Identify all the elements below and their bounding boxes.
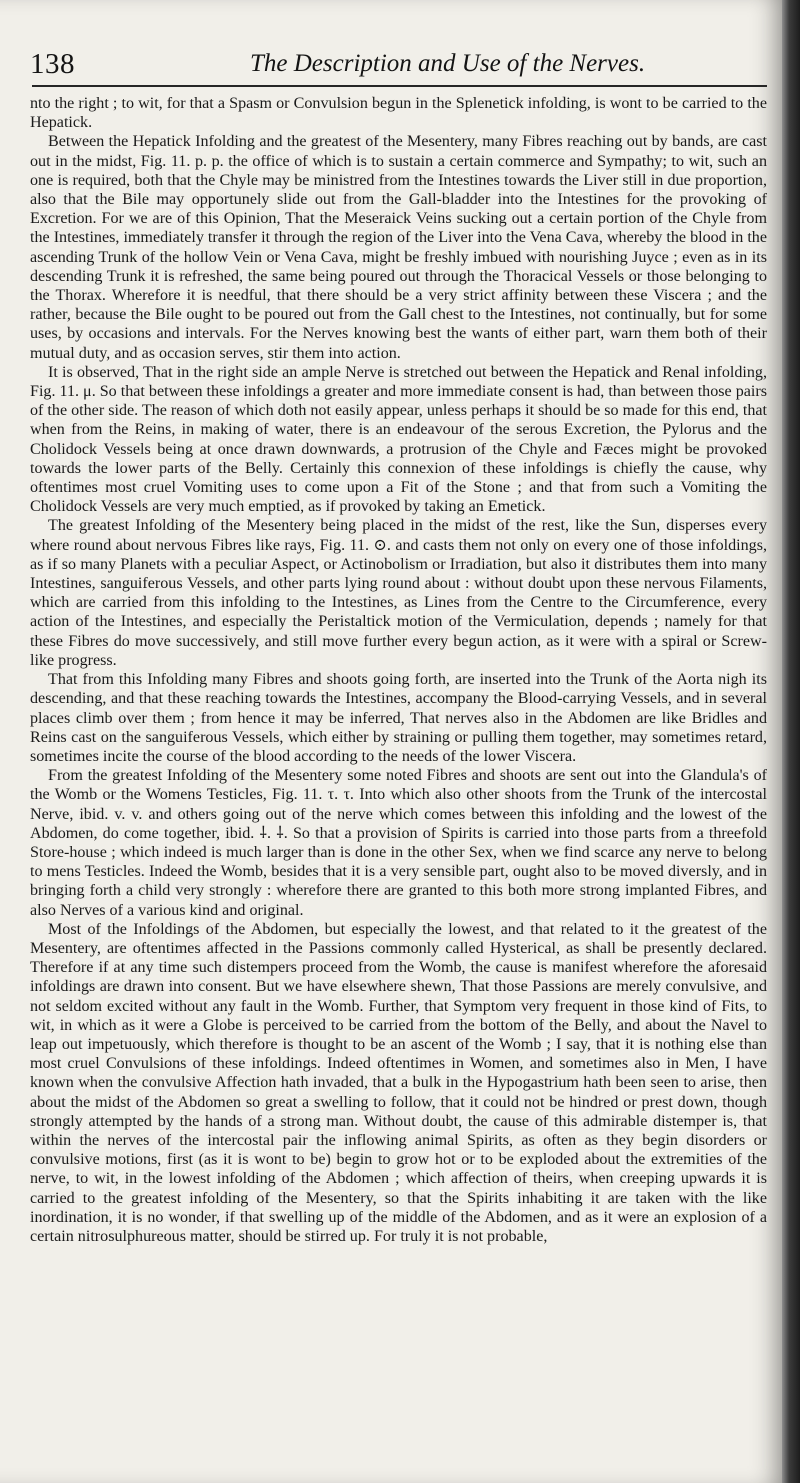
page-edge	[782, 0, 800, 1483]
paragraph: Between the Hepatick Infolding and the greatest of the Mesentery, many Fibres reaching out by bands, are cast out in the midst, Fig. 11. p. p. the office of which is to sustain a certain commerce and Sympathy; to wit, such an one is required, both that the Chyle may be ministred from the Intestines towards the Liver still in due proportion, also that the Bile may opportunely slide out from the Gall-bladder into the Intestines for the provoking of Excretion. For we are of this Opinion, That the Meseraick Veins sucking out a certain portion of the Chyle from the Intestines, immediately transfer it through the region of the Liver into the Vena Cava, whereby the blood in the ascending Trunk of the hollow Vein or Vena Cava, might be freshly imbued with nourishing Juyce ; even as in its descending Trunk it is refreshed, the same being poured out through the Thoracical Vessels or those belonging to the Thorax. Wherefore it is needful, that there should be a very strict affinity between these Viscera ; and the rather, because the Bile ought to be poured out from the Gall chest to the Intestines, not continually, but for some uses, by occasions and intervals. For the Nerves knowing best the wants of either part, warn them both of their mutual duty, and as occasion serves, stir them into action.	[30, 133, 767, 362]
paragraph: It is observed, That in the right side an ample Nerve is stretched out between the Hepatick and Renal infolding, Fig. 11. μ. So that between these infoldings a greater and more immediate consent is had, than between those pairs of the other side. The reason of which doth not easily appear, unless perhaps it should be so made for this end, that when from the Reins, in making of water, there is an endeavour of the serous Excretion, the Pylorus and the Cholidock Vessels being at once drawn downwards, a protrusion of the Chyle and Fæces might be provoked towards the lower parts of the Belly. Certainly this connexion of these infoldings is chiefly the cause, why oftentimes most cruel Vomiting uses to come upon a Fit of the Stone ; and that from such a Vomiting the Cholidock Vessels are very much emptied, as if provoked by taking an Emetick.	[30, 363, 767, 516]
paragraph: From the greatest Infolding of the Mesentery some noted Fibres and shoots are sent out into the Glandula's of the Womb or the Womens Testicles, Fig. 11. τ. τ. Into which also other shoots from the Trunk of the intercostal Nerve, ibid. v. v. and others going out of the nerve which comes between this infolding and the lowest of the Abdomen, do come together, ibid. ⸸. ⸸. So that a provision of Spirits is carried into those parts from a threefold Store-house ; which indeed is much larger than is done in the other Sex, when we find scarce any nerve to belong to mens Testicles. Indeed the Womb, besides that it is a very sensible part, ought also to be moved diversly, and in bringing forth a child very strongly : wherefore there are granted to this both more strong implanted Fibres, and also Nerves of a various kind and original.	[30, 767, 767, 919]
page-number: 138	[30, 48, 75, 80]
page-header	[30, 46, 765, 86]
paragraph: Most of the Infoldings of the Abdomen, but especially the lowest, and that related to it the greatest of the Mesentery, are oftentimes affected in the Passions commonly called Hysterical, as shall be presently declared. Therefore if at any time such distempers proceed from the Womb, the cause is manifest wherefore the aforesaid infoldings are drawn into consent. But we have elsewhere shewn, That those Passions are merely convulsive, and not seldom excited without any fault in the Womb. Further, that Symptom very frequent in those kind of Fits, to wit, in which as it were a Globe is perceived to be carried from the bottom of the Belly, and about the Navel to leap out impetuously, which therefore is thought to be an ascent of the Womb ; I say, that it is nothing else than most cruel Convulsions of these infoldings. Indeed oftentimes in Women, and sometimes also in Men, I have known when the convulsive Affection hath invaded, that a bulk in the Hypogastrium hath been seen to arise, then about the midst of the Abdomen so great a swelling to follow, that it could not be hindred or prest down, though strongly attempted by the hands of a strong man. Without doubt, the cause of this admirable distemper is, that within the nerves of the intercostal pair the inflowing animal Spirits, as often as they begin disorders or convulsive motions, first (as it is wont to be) begin to grow hot or to be exploded about the extremities of the nerve, to wit, in the lowest infolding of the Abdomen ; which affection of theirs, when creeping upwards it is carried to the greatest infolding of the Mesentery, so that the Spirits inhabiting it are taken with the like inordination, it is no wonder, if that swelling up of the middle of the Abdomen, and as it were an explosion of a certain nitrosulphureous matter, should be stirred up. For truly it is not probable,	[30, 920, 767, 1245]
body-text	[30, 94, 767, 1469]
paragraph: The greatest Infolding of the Mesentery being placed in the midst of the rest, like the Sun, disperses every where round about nervous Fibres like rays, Fig. 11. ⊙. and casts them not only on every one of those infoldings, as if so many Planets with a peculiar Aspect, or Actinobolism or Irradiation, but also it distributes them into many Intestines, sanguiferous Vessels, and other parts lying round about : without doubt upon these nervous Filaments, which are carried from this infolding to the Intestines, as Lines from the Centre to the Circumference, every action of the Intestines, and especially the Peristaltick motion of the Vermiculation, depends ; namely for that these Fibres do move successively, and still move further every begun action, as it were with a spiral or Screw-like progress.	[30, 517, 767, 669]
paragraph: nto the right ; to wit, for that a Spasm or Convulsion begun in the Splenetick infolding, is wont to be carried to the Hepatick.	[30, 95, 767, 132]
running-title: The Description and Use of the Nerves.	[250, 50, 646, 77]
paragraph: That from this Infolding many Fibres and shoots going forth, are inserted into the Trunk of the Aorta nigh its descending, and that these reaching towards the Intestines, accompany the Blood-carrying Vessels, and in several places climb over them ; from hence it may be inferred, That nerves also in the Abdomen are like Bridles and Reins cast on the sanguiferous Vessels, which either by straining or pulling them together, may sometimes retard, sometimes incite the course of the blood according to the needs of the lower Viscera.	[30, 671, 767, 765]
header-rule	[32, 85, 767, 87]
